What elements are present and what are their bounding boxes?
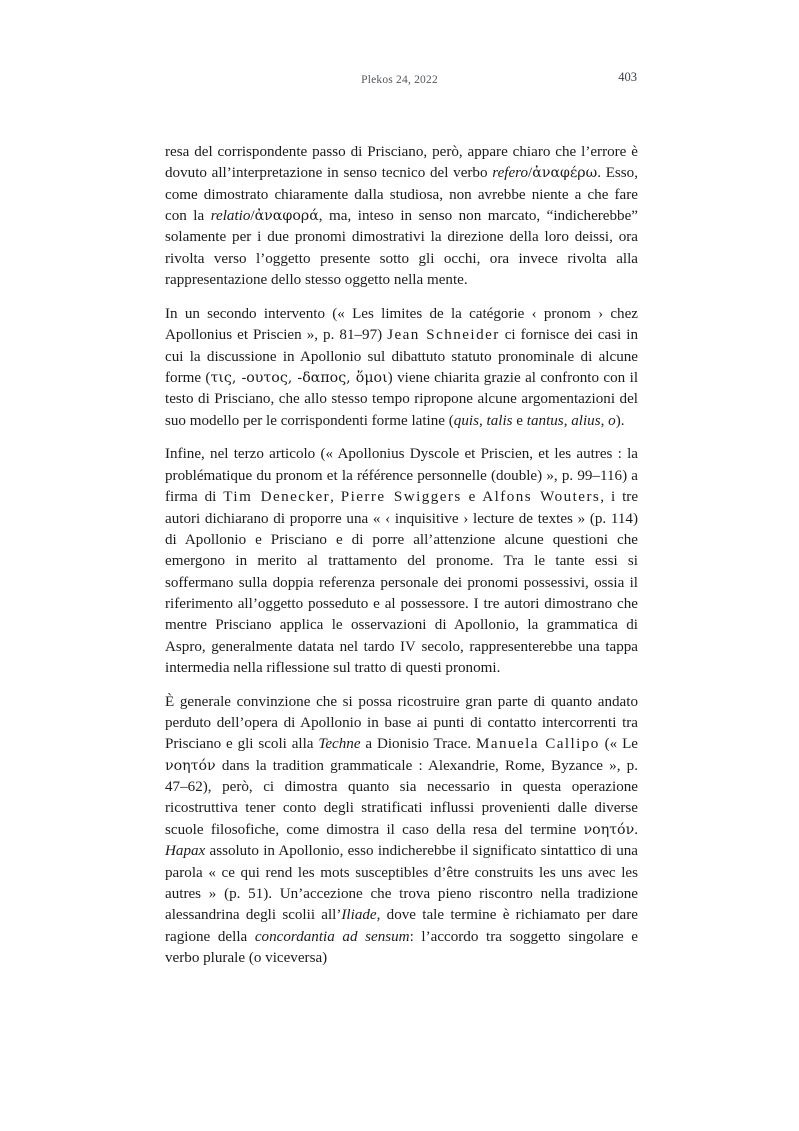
- body-text-block: [165, 142, 638, 969]
- body-paragraph: Infine, nel terzo articolo (« Apollonius Dyscole et Priscien, et les autres : la problématique du pronom et la référence personnelle (double) », p. 99–116) a firma di Tim Denecker, Pierre Swiggers e Alfons Wouters, i tre autori dichiarano di proporre una « ‹ inquisitive › lecture de textes » (p. 114) di Apollonio e Prisciano e di porre all’attenzione alcune questioni che emergono in merito al trattamento del pronome. Tra le tante essi si soffermano sulla doppia referenza personale dei pronomi possessivi, ossia il riferimento all’oggetto posseduto e al possessore. I tre autori dimostrano che mentre Prisciano applica le osservazioni di Apollonio, la grammatica di Aspro, generalmente datata nel tardo IV secolo, rappresenterebbe una tappa intermedia nella riflessione sul tratto di questi pronomi.: [165, 446, 639, 676]
- inline-italic: alius: [571, 412, 601, 429]
- running-head: Plekos 24, 2022: [361, 74, 438, 86]
- inline-spaced: Pierre Swiggers: [340, 489, 462, 506]
- inline-greek: ἀναφέρω: [532, 165, 598, 182]
- inline-italic: Techne: [318, 736, 361, 753]
- inline-italic: relatio: [210, 208, 251, 225]
- inline-italic: Iliade: [341, 907, 377, 924]
- inline-greek: νοητόν: [583, 821, 635, 838]
- inline-spaced: Alfons Wouters: [482, 489, 601, 506]
- inline-italic: o: [608, 412, 616, 429]
- body-paragraph: È generale convinzione che si possa ricostruire gran parte di quanto andato perduto dell’opera di Apollonio in base ai punti di contatto intercorrenti tra Prisciano e gli scoli alla Techne a Dionisio Trace. Manuela Callipo (« Le νοητόν dans la tradition grammaticale : Alexandrie, Rome, Byzance », p. 47–62), però, ci dimostra quanto sia necessario in questa operazione ricostruttiva tener conto degli stratificati influssi provenienti dalle diverse scuole filosofiche, come dimostra il caso della resa del termine νοητόν. Hapax assoluto in Apollonio, esso indicherebbe il significato sintattico di una parola « ce qui rend les mots susceptibles d’être construits les uns avec les autres » (p. 51). Un’accezione che trova pieno riscontro nella tradizione alessandrina degli scolii all’Iliade, dove tale termine è richiamato per dare ragione della concordantia ad sensum: l’accordo tra soggetto singolare e verbo plurale (o viceversa): [165, 693, 639, 966]
- body-paragraph: In un secondo intervento (« Les limites de la catégorie ‹ pronom › chez Apollonius et Priscien », p. 81–97) Jean Schneider ci fornisce dei casi in cui la discussione in Apollonio sul dibattuto statuto pronominale di alcune forme (τις, -ουτος, -δαπος, ὅμοι) viene chiarita grazie al confronto con il testo di Prisciano, che allo stesso tempo ripropone alcune argomentazioni del suo modello per le corrispondenti forme latine (quis, talis e tantus, alius, o).: [165, 305, 639, 429]
- inline-italic: tantus: [526, 412, 564, 429]
- inline-italic: talis: [486, 412, 513, 429]
- inline-italic: quis: [453, 412, 479, 429]
- inline-italic: Hapax: [165, 843, 206, 860]
- body-paragraph: resa del corrispondente passo di Prisciano, però, appare chiaro che l’errore è dovuto all’interpretazione in senso tecnico del verbo refero/ἀναφέρω. Esso, come dimostrato chiaramente dalla studiosa, non avrebbe niente a che fare con la relatio/ἀναφορά, ma, inteso in senso non marcato, “indicherebbe” solamente per i due pronomi dimostrativi la direzione della loro deissi, ora rivolta verso l’oggetto presente sotto gli occhi, ora invece rivolta alla rappresentazione dello stesso oggetto nella mente.: [165, 144, 638, 289]
- inline-greek: τις, -ουτος, -δαπος, ὅμοι: [210, 369, 388, 386]
- inline-spaced: Jean Schneider: [387, 327, 500, 344]
- inline-greek: νοητόν: [165, 757, 216, 774]
- inline-smallcaps: IV: [400, 638, 416, 655]
- page-number: 403: [618, 70, 637, 84]
- inline-greek: ἀναφορά: [254, 208, 319, 225]
- inline-italic: concordantia ad sensum: [254, 928, 410, 945]
- inline-spaced: Tim Denecker: [223, 489, 331, 506]
- inline-italic: refero: [492, 165, 529, 182]
- inline-spaced: Manuela Callipo: [475, 736, 600, 753]
